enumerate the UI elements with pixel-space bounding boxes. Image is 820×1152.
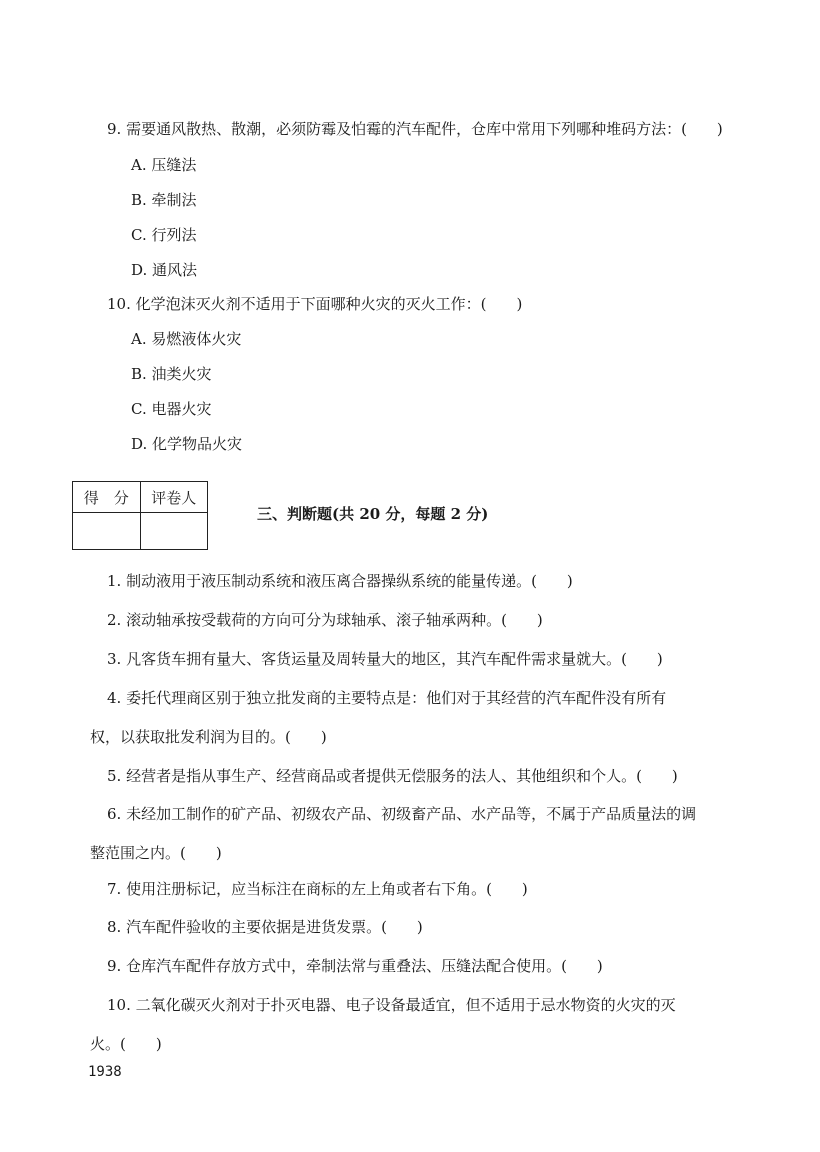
grader-cell (140, 513, 208, 550)
question-9-option-d: D. 通风法 (131, 261, 198, 279)
question-10-option-d: D. 化学物品火灾 (131, 435, 243, 453)
score-label: 得 分 (73, 482, 141, 513)
question-9-option-c: C. 行列法 (131, 226, 197, 244)
question-9-option-a: A. 压缝法 (131, 156, 197, 174)
grade-box (72, 481, 208, 550)
judgment-6-cont: 整范围之内。( ) (90, 844, 222, 862)
judgment-10: 10. 二氧化碳灭火剂对于扑灭电器、电子设备最适宜，但不适用于忌水物资的火灾的灭 (107, 996, 676, 1014)
page-number: 1938 (88, 1064, 122, 1080)
judgment-5: 5. 经营者是指从事生产、经营商品或者提供无偿服务的法人、其他组织和个人。( ) (107, 767, 678, 785)
grader-label: 评卷人 (140, 482, 208, 513)
judgment-2: 2. 滚动轴承按受载荷的方向可分为球轴承、滚子轴承两种。( ) (107, 611, 543, 629)
judgment-10-cont: 火。( ) (90, 1035, 162, 1053)
judgment-4-cont: 权，以获取批发利润为目的。( ) (90, 728, 327, 746)
judgment-4: 4. 委托代理商区别于独立批发商的主要特点是：他们对于其经营的汽车配件没有所有 (107, 689, 667, 707)
judgment-7: 7. 使用注册标记，应当标注在商标的左上角或者右下角。( ) (107, 880, 528, 898)
question-9-option-b: B. 牵制法 (131, 191, 197, 209)
score-cell (73, 513, 141, 550)
judgment-3: 3. 凡客货车拥有量大、客货运量及周转量大的地区，其汽车配件需求量就大。( ) (107, 650, 663, 668)
question-10-option-c: C. 电器火灾 (131, 400, 212, 418)
section-title: 三、判断题(共 20 分，每题 2 分) (257, 505, 489, 523)
judgment-8: 8. 汽车配件验收的主要依据是进货发票。( ) (107, 918, 423, 936)
judgment-6: 6. 未经加工制作的矿产品、初级农产品、初级畜产品、水产品等，不属于产品质量法的调 (107, 805, 697, 823)
question-10-option-a: A. 易燃液体火灾 (131, 330, 242, 348)
judgment-1: 1. 制动液用于液压制动系统和液压离合器操纵系统的能量传递。( ) (107, 572, 573, 590)
question-10: 10. 化学泡沫灭火剂不适用于下面哪种火灾的灭火工作：( ) (107, 295, 523, 313)
question-9: 9. 需要通风散热、散潮，必须防霉及怕霉的汽车配件，仓库中常用下列哪种堆码方法：( ) (107, 120, 723, 138)
judgment-9: 9. 仓库汽车配件存放方式中，牵制法常与重叠法、压缝法配合使用。( ) (107, 957, 603, 975)
question-10-option-b: B. 油类火灾 (131, 365, 212, 383)
